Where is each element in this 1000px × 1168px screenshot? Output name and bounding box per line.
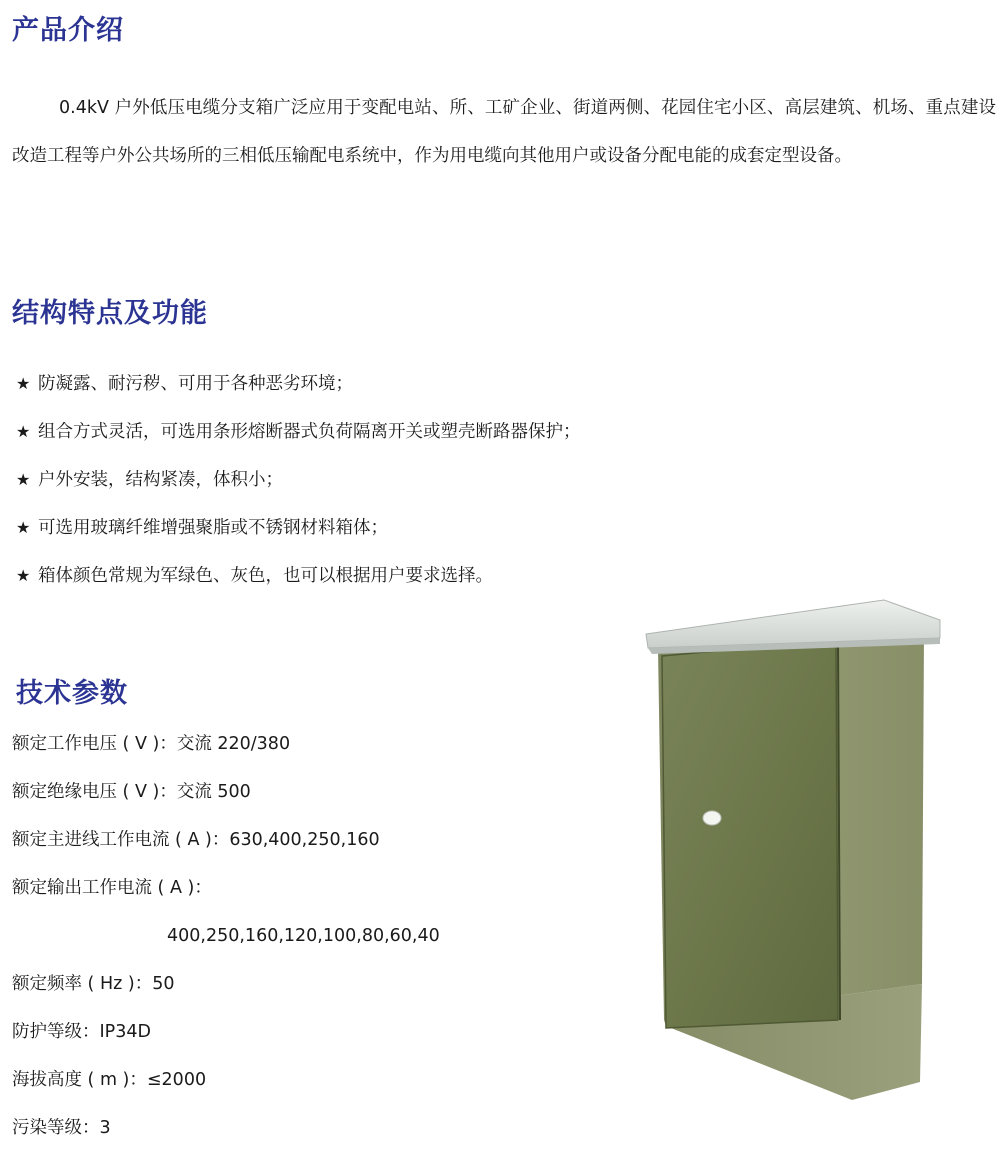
- feature-item: [16, 552, 656, 600]
- feature-text: 组合方式灵活，可选用条形熔断器式负荷隔离开关或塑壳断路器保护；: [38, 422, 581, 442]
- section-title-features: 结构特点及功能: [12, 298, 208, 329]
- feature-text: 防凝露、耐污秽、可用于各种恶劣环境；: [38, 374, 353, 394]
- feature-list: [16, 360, 656, 600]
- section-title-specs: 技术参数: [16, 678, 128, 709]
- star-icon: ★: [16, 566, 31, 585]
- door-lock: [703, 811, 721, 825]
- spec-rated-voltage: 额定工作电压 ( V )：交流 220/380: [12, 734, 291, 754]
- cabinet-image: [636, 596, 946, 1106]
- feature-text: 户外安装，结构紧凑，体积小；: [38, 470, 283, 490]
- spec-insulation-voltage: 额定绝缘电压 ( V )：交流 500: [12, 782, 251, 802]
- spec-altitude: 海拔高度 ( m )：≤2000: [12, 1070, 207, 1090]
- feature-item: [16, 456, 656, 504]
- feature-item: [16, 408, 656, 456]
- spec-list: [12, 720, 612, 1152]
- intro-paragraph: 0.4kV 户外低压电缆分支箱广泛应用于变配电站、所、工矿企业、街道两侧、花园住宅小区、高层建筑、机场、重点建设改造工程等户外公共场所的三相低压输配电系统中，作为用电缆向其他用户或设备分配电能的成套定型设备。: [12, 98, 996, 166]
- star-icon: ★: [16, 422, 31, 441]
- star-icon: ★: [16, 374, 31, 393]
- spec-protection: 防护等级：IP34D: [12, 1022, 151, 1042]
- feature-text: 可选用玻璃纤维增强聚脂或不锈钢材料箱体；: [38, 518, 388, 538]
- feature-item: [16, 360, 656, 408]
- feature-text: 箱体颜色常规为军绿色、灰色，也可以根据用户要求选择。: [38, 566, 493, 586]
- spec-output-current-values: 400,250,160,120,100,80,60,40: [167, 926, 440, 946]
- star-icon: ★: [16, 518, 31, 537]
- spec-frequency: 额定频率 ( Hz )：50: [12, 974, 175, 994]
- star-icon: ★: [16, 470, 31, 489]
- section-title-intro: 产品介绍: [12, 15, 124, 46]
- cabinet-door: [662, 640, 838, 1028]
- spec-main-current: 额定主进线工作电流 ( A )：630,400,250,160: [12, 830, 380, 850]
- spec-output-current-label: 额定输出工作电流 ( A )：: [12, 878, 212, 898]
- feature-item: [16, 504, 656, 552]
- spec-pollution: 污染等级：3: [12, 1118, 111, 1138]
